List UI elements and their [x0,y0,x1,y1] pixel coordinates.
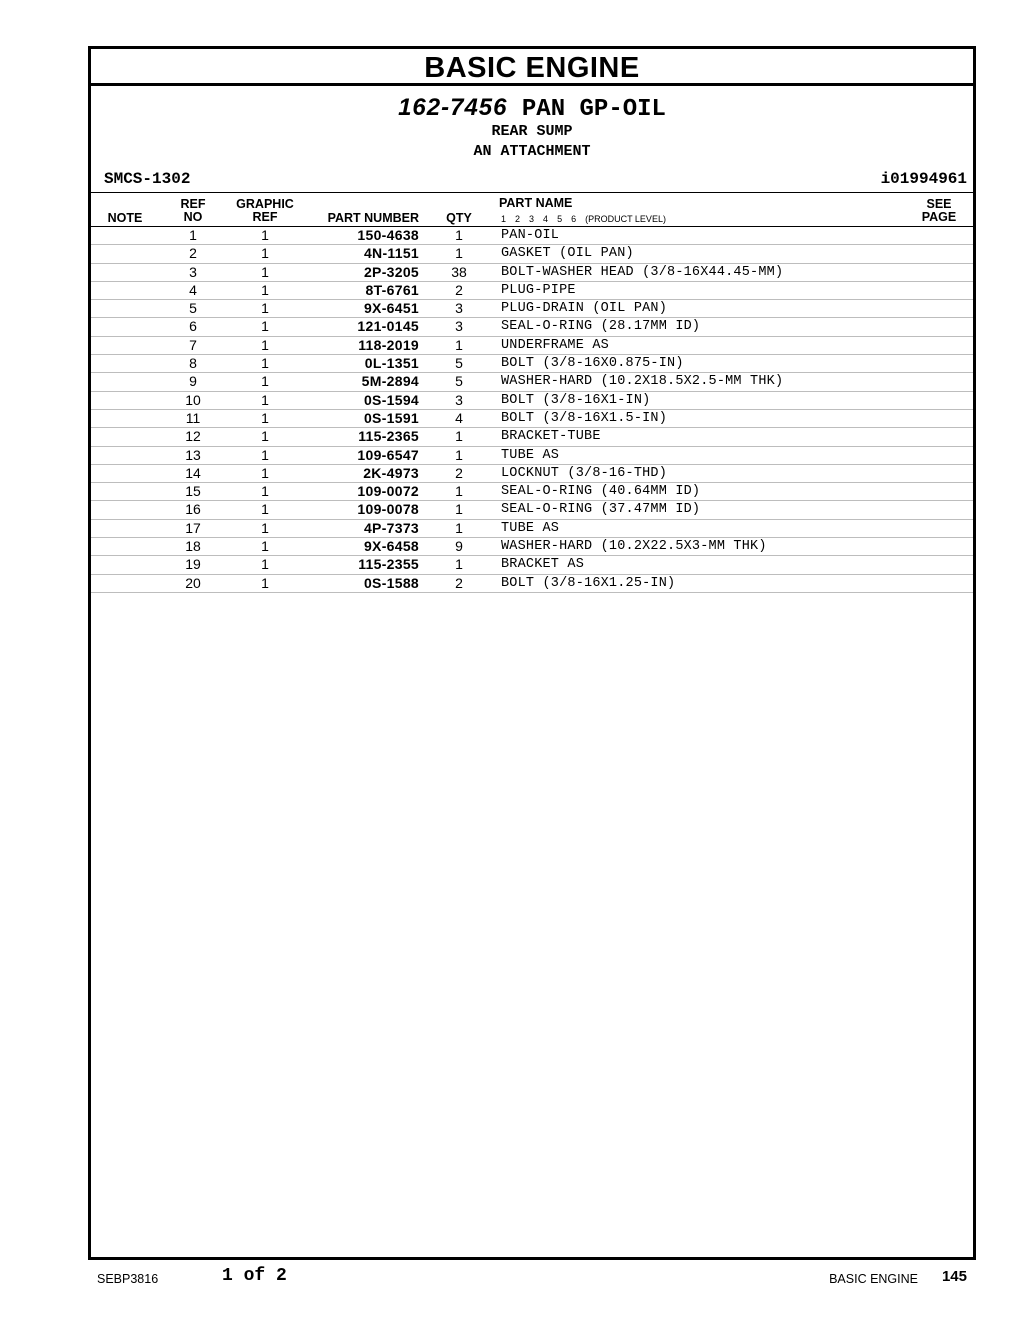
part-name-cell: PLUG-DRAIN (OIL PAN) [501,301,668,317]
parts-list-frame [88,46,976,1260]
column-header-line: PAGE [921,210,957,224]
column-header-qty: QTY [446,211,472,225]
ref-no-cell: 4 [189,281,197,298]
table-row [91,575,973,593]
graphic-ref-cell: 1 [261,245,269,262]
ref-no-cell: 13 [185,446,201,463]
part-number-cell: 0S-1594 [363,391,419,408]
column-header-ref-no [173,198,213,224]
graphic-ref-cell: 1 [261,446,269,463]
product-level: 2 [515,214,521,224]
ref-no-cell: 5 [189,300,197,317]
graphic-ref-cell: 1 [261,281,269,298]
part-number-cell: 0S-1588 [363,574,419,591]
part-number-cell: 2K-4973 [363,464,419,481]
graphic-ref-cell: 1 [261,556,269,573]
ref-no-cell: 10 [185,391,201,408]
part-name-cell: BOLT (3/8-16X1-IN) [501,392,651,408]
table-row [91,318,973,336]
part-number-cell: 109-0072 [357,483,419,500]
column-header-part-number: PART NUMBER [327,211,419,225]
graphic-ref-cell: 1 [261,501,269,518]
qty-cell: 9 [455,538,463,555]
table-row [91,501,973,519]
ref-no-cell: 18 [185,538,201,555]
part-number-cell: 109-0078 [357,501,419,518]
ref-no-cell: 6 [189,318,197,335]
part-name-cell: SEAL-O-RING (40.64MM ID) [501,484,701,500]
ref-no-cell: 12 [185,428,201,445]
product-level: 3 [529,214,535,224]
graphic-ref-cell: 1 [261,355,269,372]
graphic-ref-cell: 1 [261,227,269,243]
graphic-ref-cell: 1 [261,464,269,481]
graphic-ref-cell: 1 [261,318,269,335]
ref-no-cell: 16 [185,501,201,518]
group-part-number: 162-7456 [398,94,508,121]
qty-cell: 38 [451,263,467,280]
table-row [91,447,973,465]
column-header-line: REF [252,210,278,224]
column-header-line: REF [180,197,206,211]
graphic-ref-cell: 1 [261,263,269,280]
part-name-cell: LOCKNUT (3/8-16-THD) [501,465,668,481]
qty-cell: 1 [455,519,463,536]
qty-cell: 1 [455,483,463,500]
group-subtitle: REAR SUMP [491,123,573,140]
group-subtitle: AN ATTACHMENT [473,143,591,160]
part-name-cell: TUBE AS [501,520,560,536]
header-divider [91,192,973,193]
graphic-ref-cell: 1 [261,574,269,591]
ref-no-cell: 2 [189,245,197,262]
table-row [91,410,973,428]
column-header-line: SEE [926,197,952,211]
qty-cell: 1 [455,336,463,353]
ref-no-cell: 8 [189,355,197,372]
part-number-cell: 0S-1591 [363,409,419,426]
product-level: 5 [557,214,563,224]
graphic-ref-cell: 1 [261,519,269,536]
footer-page-number: 145 [941,1268,967,1285]
table-row [91,337,973,355]
section-title: BASIC ENGINE [91,49,973,86]
qty-cell: 1 [455,227,463,243]
part-name-cell: GASKET (OIL PAN) [501,246,634,262]
table-row [91,264,973,282]
graphic-ref-cell: 1 [261,373,269,390]
ref-no-cell: 7 [189,336,197,353]
part-number-cell: 5M-2894 [361,373,419,390]
qty-cell: 2 [455,574,463,591]
part-name-cell: PAN-OIL [501,228,560,243]
part-name-cell: WASHER-HARD (10.2X18.5X2.5-MM THK) [501,374,784,390]
parts-table-body [91,227,973,593]
part-number-cell: 115-2365 [358,428,419,445]
qty-cell: 5 [455,355,463,372]
document-id: i01994961 [880,170,967,188]
graphic-ref-cell: 1 [261,409,269,426]
qty-cell: 1 [455,245,463,262]
part-number-cell: 4N-1151 [363,245,419,262]
ref-no-cell: 20 [185,574,201,591]
qty-cell: 1 [455,556,463,573]
part-name-cell: TUBE AS [501,447,560,463]
qty-cell: 3 [455,391,463,408]
product-level-header [501,214,675,224]
smcs-code: SMCS-1302 [104,170,191,188]
group-title [91,95,973,123]
graphic-ref-cell: 1 [261,300,269,317]
graphic-ref-cell: 1 [261,483,269,500]
ref-no-cell: 11 [185,409,201,426]
part-number-cell: 0L-1351 [364,355,419,372]
part-name-cell: PLUG-PIPE [501,282,576,298]
table-row [91,465,973,483]
column-header-line: NO [183,210,203,224]
ref-no-cell: 9 [189,373,197,390]
part-number-cell: 118-2019 [358,336,419,353]
qty-cell: 4 [455,409,463,426]
ref-no-cell: 3 [189,263,197,280]
part-number-cell: 115-2355 [358,556,419,573]
qty-cell: 3 [455,300,463,317]
qty-cell: 2 [455,281,463,298]
graphic-ref-cell: 1 [261,538,269,555]
table-row [91,282,973,300]
qty-cell: 2 [455,464,463,481]
product-level: 4 [543,214,549,224]
qty-cell: 3 [455,318,463,335]
part-name-cell: SEAL-O-RING (28.17MM ID) [501,319,701,335]
ref-no-cell: 1 [189,227,197,243]
part-name-cell: BRACKET-TUBE [501,429,601,445]
table-row [91,392,973,410]
table-row [91,355,973,373]
table-row [91,227,973,245]
table-row [91,520,973,538]
table-row [91,245,973,263]
qty-cell: 1 [455,501,463,518]
ref-no-cell: 17 [185,519,201,536]
part-number-cell: 109-6547 [357,446,419,463]
product-level: 6 [571,214,577,224]
part-number-cell: 8T-6761 [365,281,419,298]
graphic-ref-cell: 1 [261,336,269,353]
column-header-graphic-ref [229,198,301,224]
part-number-cell: 4P-7373 [363,519,419,536]
graphic-ref-cell: 1 [261,428,269,445]
part-number-cell: 2P-3205 [363,263,419,280]
part-name-cell: SEAL-O-RING (37.47MM ID) [501,502,701,518]
column-header-note: NOTE [107,211,143,225]
part-name-cell: BRACKET AS [501,557,585,573]
part-number-cell: 9X-6451 [363,300,419,317]
footer-page-count: 1 of 2 [222,1266,287,1286]
qty-cell: 1 [455,446,463,463]
column-header-part-name: PART NAME [499,196,573,210]
column-header-line: GRAPHIC [236,197,294,211]
table-row [91,538,973,556]
table-row [91,483,973,501]
part-name-cell: BOLT (3/8-16X1.5-IN) [501,410,668,426]
graphic-ref-cell: 1 [261,391,269,408]
part-name-cell: BOLT-WASHER HEAD (3/8-16X44.45-MM) [501,264,784,280]
part-number-cell: 121-0145 [357,318,419,335]
part-number-cell: 150-4638 [357,227,419,243]
qty-cell: 5 [455,373,463,390]
table-row [91,428,973,446]
part-number-cell: 9X-6458 [363,538,419,555]
table-row [91,300,973,318]
part-name-cell: BOLT (3/8-16X1.25-IN) [501,575,676,591]
part-name-cell: BOLT (3/8-16X0.875-IN) [501,356,684,372]
table-row [91,556,973,574]
part-name-cell: WASHER-HARD (10.2X22.5X3-MM THK) [501,539,767,555]
product-level: 1 [501,214,507,224]
ref-no-cell: 15 [185,483,201,500]
footer-section-name: BASIC ENGINE [829,1272,918,1286]
product-level-caption: (PRODUCT LEVEL) [585,214,666,224]
qty-cell: 1 [455,428,463,445]
part-name-cell: UNDERFRAME AS [501,337,609,353]
ref-no-cell: 19 [185,556,201,573]
table-row [91,373,973,391]
ref-no-cell: 14 [185,464,201,481]
footer-document-number: SEBP3816 [97,1272,159,1286]
group-name: PAN GP-OIL [521,96,666,123]
column-header-see-page [911,198,967,224]
